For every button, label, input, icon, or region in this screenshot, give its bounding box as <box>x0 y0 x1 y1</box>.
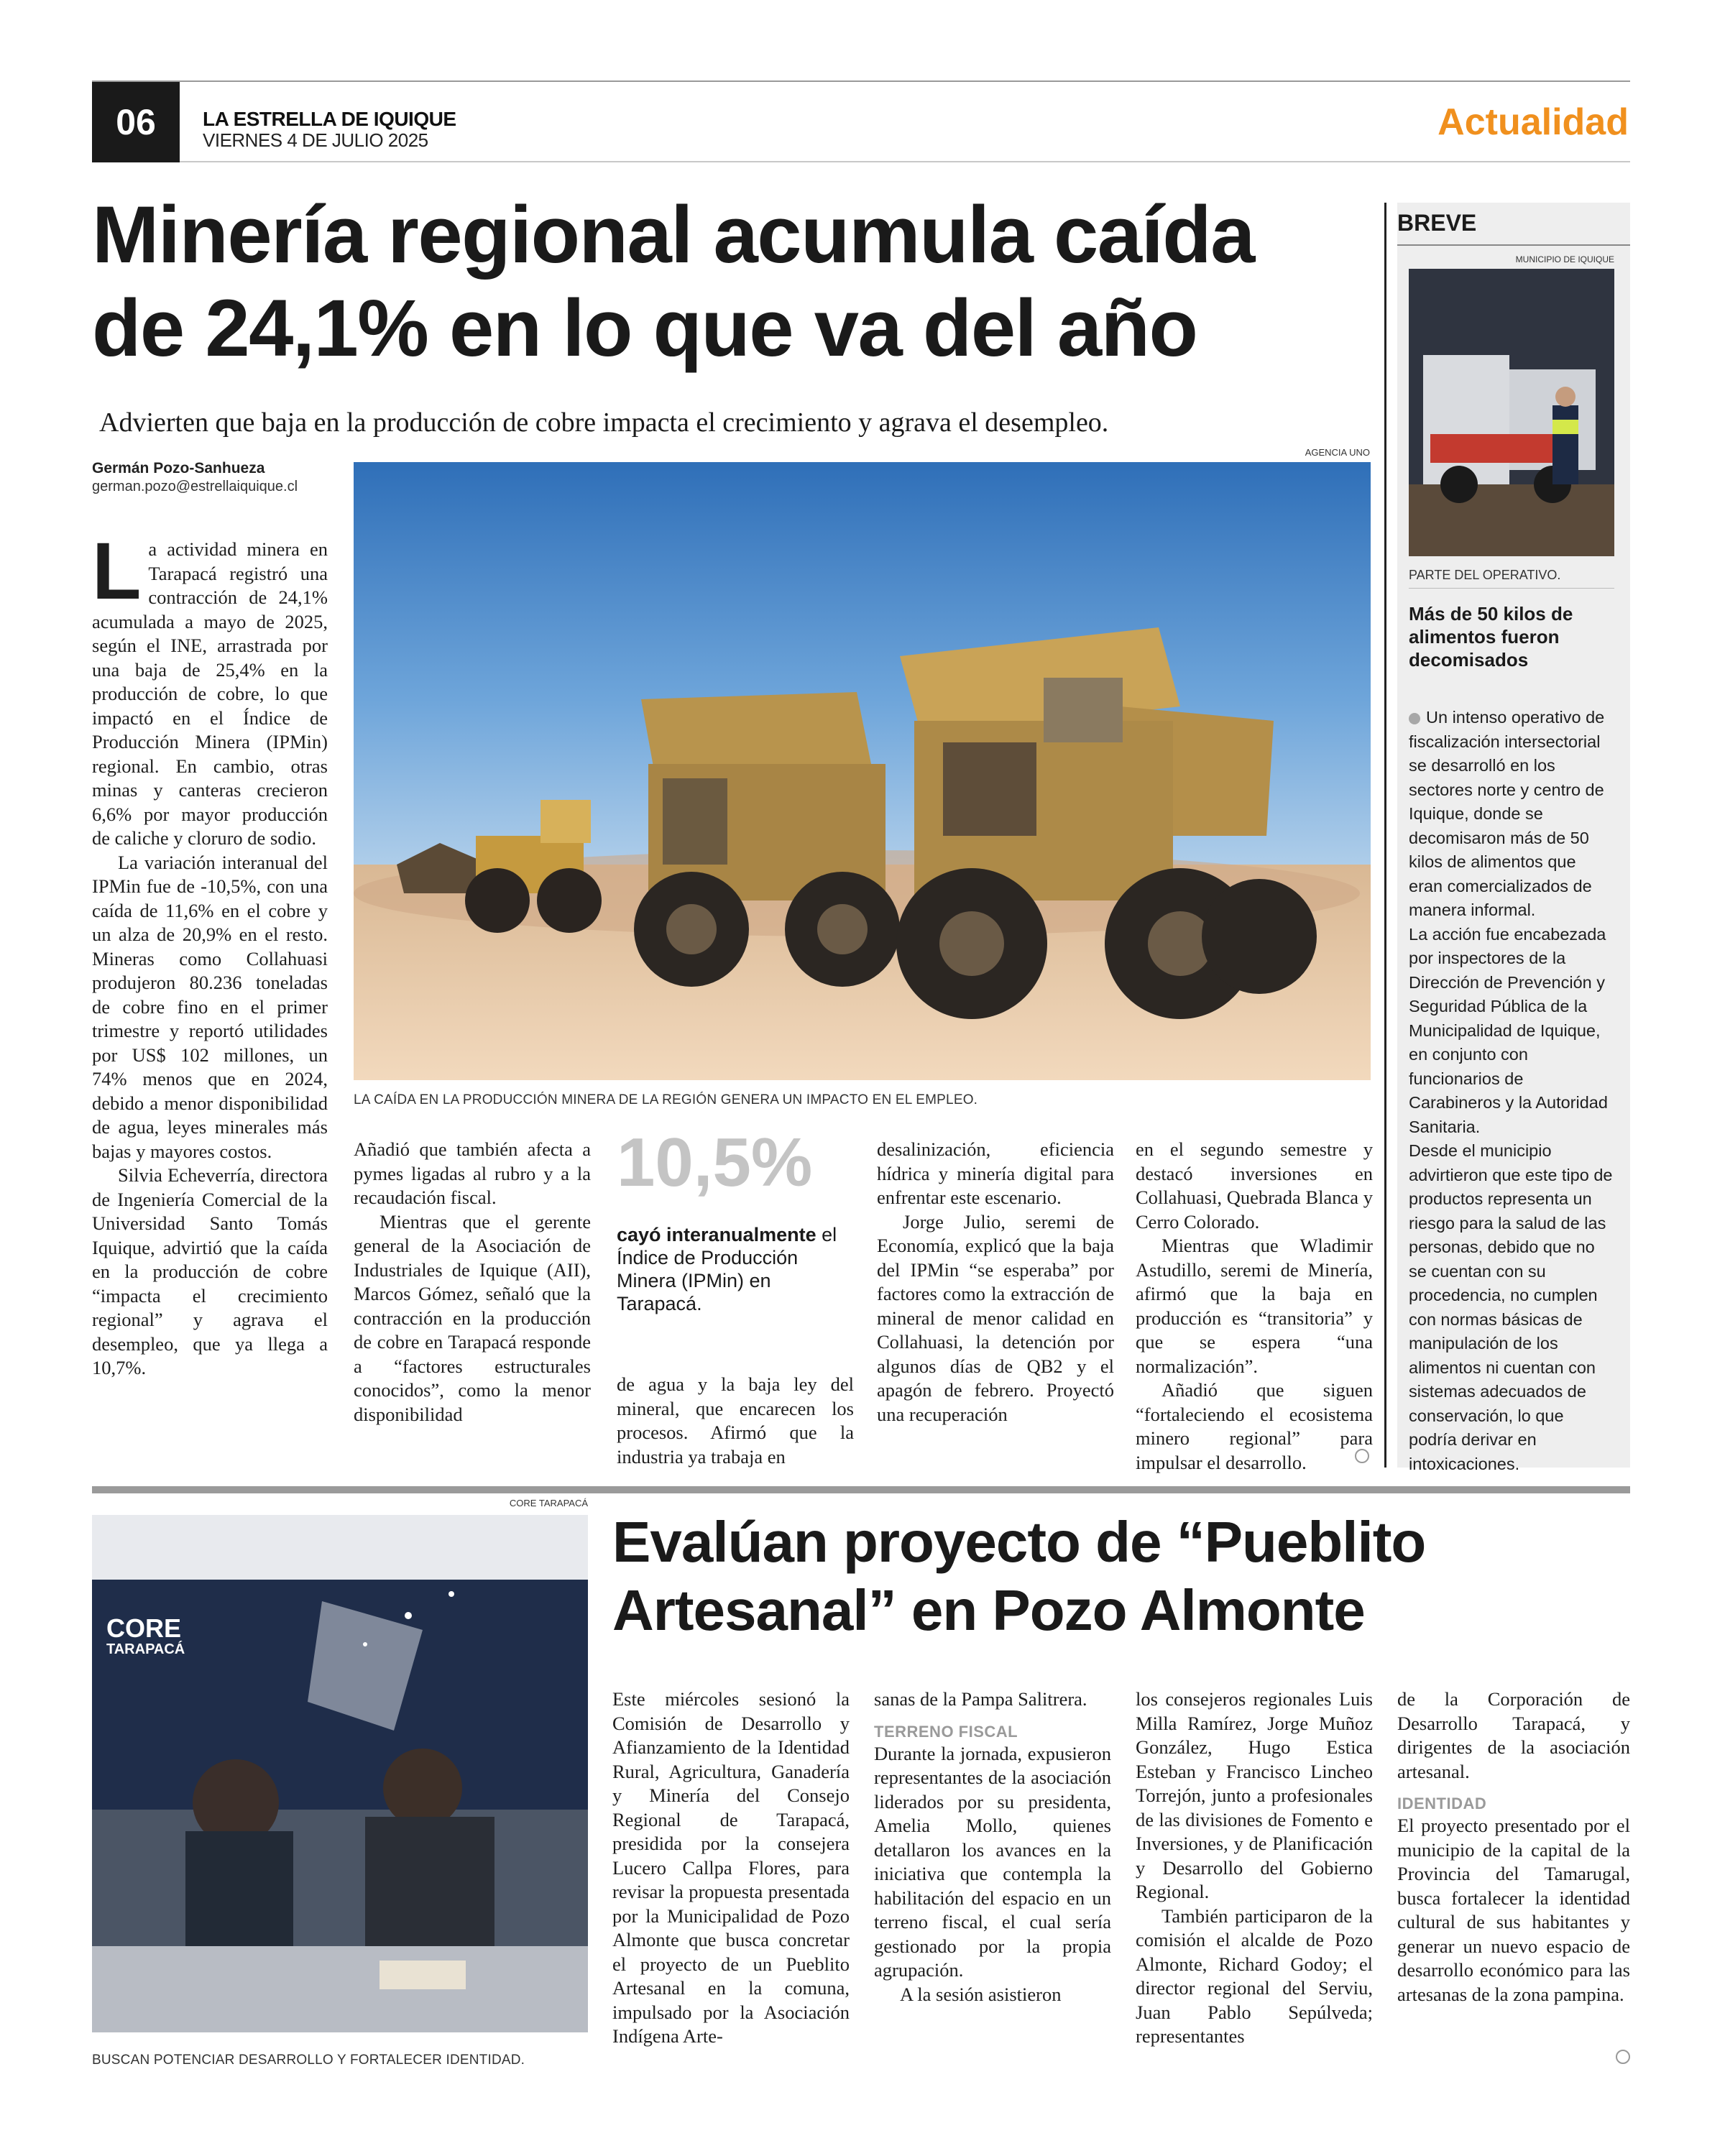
main-deck: Advierten que baja en la producción de cobre impacta el crecimiento y agrava el desempleo. <box>99 407 1109 438</box>
sidebar-label-rule <box>1397 244 1630 246</box>
second-col4 <box>1397 1687 1630 2007</box>
sidebar-p1: Un intenso operativo de fiscalización intersectorial se desarrolló en los sectores norte y centro de Iquique, donde se decomisaron más de 50 kilos de alimentos que eran comercializados de manera informal. <box>1409 708 1605 919</box>
second-headline-line1: Evalúan proyecto de “Pueblito <box>612 1510 1426 1574</box>
sidebar-body <box>1409 706 1614 1476</box>
core-photo-caption: BUSCAN POTENCIAR DESARROLLO Y FORTALECER IDENTIDAD. <box>92 2053 525 2068</box>
second-headline-line2: Artesanal” en Pozo Almonte <box>612 1578 1365 1642</box>
second-col3-p1: los consejeros regionales Luis Milla Ramírez, Jorge Muñoz González, Hugo Estica Esteban y Francisco Lincheo Torrejón, junto a profesionales de las divisiones de Fomento e Inversiones, y de Planificación y Desarrollo del Gobierno Regional. <box>1136 1688 1373 1902</box>
sidebar-caption-rule <box>1409 588 1614 589</box>
main-col5-p2: Mientras que Wladimir Astudillo, seremi de Minería, afirmó que la baja en producción es “transitoria” y que se espera “una normalización”. <box>1136 1235 1373 1377</box>
second-col4-subhead: IDENTIDAD <box>1397 1795 1487 1812</box>
section-label: Actualidad <box>1438 101 1629 143</box>
second-col1 <box>612 1687 850 2049</box>
sidebar-headline: Más de 50 kilos de alimentos fueron decomisados <box>1409 603 1573 671</box>
main-photo <box>354 462 1371 1080</box>
sidebar-breve <box>1397 203 1630 1473</box>
main-headline-line2: de 24,1% en lo que va del año <box>92 283 1197 373</box>
main-col4-p1: desalinización, eficiencia hídrica y minería digital para enfrentar este escenario. <box>877 1138 1114 1208</box>
main-col2-p2: Mientras que el gerente general de la Asociación de Industriales de Iquique (AII), Marcos Gómez, señaló que la contracción en la producción de cobre en Tarapacá responde a “factores estructurales conocidos”, como la menor disponibilidad <box>354 1210 591 1425</box>
second-end-mark-icon <box>1616 2050 1630 2064</box>
author-email[interactable]: german.pozo@estrellaiquique.cl <box>92 479 298 494</box>
sidebar-photo-credit: MUNICIPIO DE IQUIQUE <box>1515 254 1614 264</box>
sidebar-label: BREVE <box>1397 210 1477 236</box>
core-sign-line2: TARAPACÁ <box>106 1641 185 1657</box>
second-col2-p2: A la sesión asistieron <box>900 1983 1062 2005</box>
main-col2 <box>354 1138 591 1427</box>
core-photo-credit: CORE TARAPACÁ <box>509 1498 588 1508</box>
sidebar-p3: Desde el municipio advirtieron que este tipo de productos representa un riesgo para la salud de las personas, debido que no se cuentan con su procedencia, no cumplen con normas básicas de manipulación de los alimentos ni cuentan con sistemas adecuados de conservación, lo que podría derivar en intoxicaciones. <box>1409 1141 1613 1473</box>
main-col5-p3: Añadió que siguen “fortaleciendo el ecosistema minero regional” para impulsar el desarrollo. <box>1136 1379 1373 1473</box>
main-headline-line1: Minería regional acumula caída <box>92 190 1254 280</box>
main-col3-p1: de agua y la baja ley del mineral, que encarecen los procesos. Afirmó que la industria ya trabaja en <box>617 1373 854 1468</box>
end-mark-icon <box>1355 1449 1369 1463</box>
core-sign-line1: CORE <box>106 1613 182 1643</box>
second-col1-p1: Este miércoles sesionó la Comisión de Desarrollo y Afianzamiento de la Identidad Rural, Agricultura, Ganadería y Minería del Consejo Regional de Tarapacá, presidida por la consejera Lucero Callpa Flores, para revisar la propuesta presentada por la Municipalidad de Pozo Almonte que busca concretar el proyecto de un Pueblito Artesanal en la comuna, impulsado por la Asociación Indígena Arte- <box>612 1688 850 2047</box>
main-col4 <box>877 1138 1114 1427</box>
issue-date: VIERNES 4 DE JULIO 2025 <box>203 129 428 151</box>
second-headline <box>612 1508 1633 1644</box>
main-col1-p3: Silvia Echeverría, directora de Ingeniería Comercial de la Universidad Santo Tomás Iquique, advirtió que la caída en la producción de cobre “impacta el crecimiento regional” y agrava el desempleo, que ya llega a 10,7%. <box>92 1164 328 1378</box>
sidebar-left-rule <box>1384 203 1386 1468</box>
pull-quote-value: 10,5% <box>617 1124 813 1201</box>
sidebar-bullet-icon <box>1409 713 1420 724</box>
newspaper-name: LA ESTRELLA DE IQUIQUE <box>203 108 456 130</box>
mining-trucks-illustration <box>354 462 1371 1080</box>
core-photo <box>92 1515 588 2032</box>
main-col5-p1: en el segundo semestre y destacó inversiones en Collahuasi, Quebrada Blanca y Cerro Colorado. <box>1136 1138 1373 1233</box>
second-col4-top: de la Corporación de Desarrollo Tarapacá, y dirigentes de la asociación artesanal. <box>1397 1688 1630 1782</box>
pull-quote <box>617 1124 854 1315</box>
main-col1-p1: a actividad minera en Tarapacá registró una contracción de 24,1% acumulada a mayo de 2025, según el INE, arrastrada por una baja de 25,4% en la producción de cobre, lo que impactó en el Índice de Producción Minera (IPMin) regional. En cambio, otras minas y canteras crecieron 6,6% por mayor producción de caliche y cloruro de sodio. <box>92 538 328 849</box>
second-col2 <box>874 1687 1111 2007</box>
main-photo-credit: AGENCIA UNO <box>1305 447 1370 458</box>
main-col2-p1: Añadió que también afecta a pymes ligadas al rubro y a la recaudación fiscal. <box>354 1138 591 1208</box>
operative-night-scene <box>1409 269 1614 556</box>
header-top-rule <box>92 80 1630 82</box>
pull-quote-lead: cayó interanualmente <box>617 1224 816 1245</box>
pull-quote-rest: el Índice de Producción Minera (IPMin) en Tarapacá. <box>617 1224 837 1314</box>
sidebar-photo-caption: PARTE DEL OPERATIVO. <box>1409 568 1561 582</box>
second-col3-p2: También participaron de la comisión el alcalde de Pozo Almonte, Richard Godoy; el director regional del Serviu, Juan Pablo Sepúlveda; representantes <box>1136 1904 1373 2047</box>
main-headline <box>92 188 1386 375</box>
main-col4-p2: Jorge Julio, seremi de Economía, explicó que la baja del IPMin “se esperaba” por factores como la extracción de mineral de menor calidad en Collahuasi, la detención por algunos días de QB2 y el apagón de febrero. Proyectó una recuperación <box>877 1210 1114 1425</box>
main-col1-p2: La variación interanual del IPMin fue de -10,5%, con una caída de 11,6% en el cobre y un alza de 20,9% en el resto. Mineras como Collahuasi produjeron 80.236 toneladas de cobre fino en el primer trimestre y reportó utilidades por US$ 102 millones, un 74% menos que en 2024, debido a menor disponibilidad de agua, leyes minerales más bajas y mayores costos. <box>92 851 328 1162</box>
header-bottom-rule <box>180 161 1630 162</box>
second-col2-p1: Durante la jornada, expusieron representantes de la asociación liderados por su presidenta, Amelia Mollo, quienes detallaron los avances en la iniciativa que contempla la habilitación del espacio en un terreno fiscal, el cual sería gestionado por la propia agrupación. <box>874 1742 1111 1981</box>
author-name: Germán Pozo-Sanhueza <box>92 460 265 476</box>
main-col1 <box>92 526 328 1381</box>
second-col2-top: sanas de la Pampa Salitrera. <box>874 1688 1087 1710</box>
sidebar-p2: La acción fue encabezada por inspectores de la Dirección de Prevención y Seguridad Pública de la Municipalidad de Iquique, en conjunto con funcionarios de Carabineros y la Autoridad Sanitaria. <box>1409 924 1608 1136</box>
section-divider <box>92 1486 1630 1493</box>
second-col4-p1: El proyecto presentado por el municipio de la capital de la Provincia del Tamarugal, busca fortalecer la identidad cultural de sus habitantes y generar un nuevo espacio de desarrollo económico para las artesanas de la zona pampina. <box>1397 1815 1630 2005</box>
second-col3 <box>1136 1687 1373 2049</box>
second-col2-subhead: TERRENO FISCAL <box>874 1722 1018 1741</box>
dropcap: L <box>92 526 142 616</box>
page-number: 06 <box>92 82 180 162</box>
main-photo-caption: LA CAÍDA EN LA PRODUCCIÓN MINERA DE LA REGIÓN GENERA UN IMPACTO EN EL EMPLEO. <box>354 1092 978 1107</box>
council-session-scene <box>92 1515 588 2032</box>
sidebar-photo <box>1409 269 1614 556</box>
main-col5 <box>1136 1138 1373 1475</box>
main-col3 <box>617 1373 854 1469</box>
